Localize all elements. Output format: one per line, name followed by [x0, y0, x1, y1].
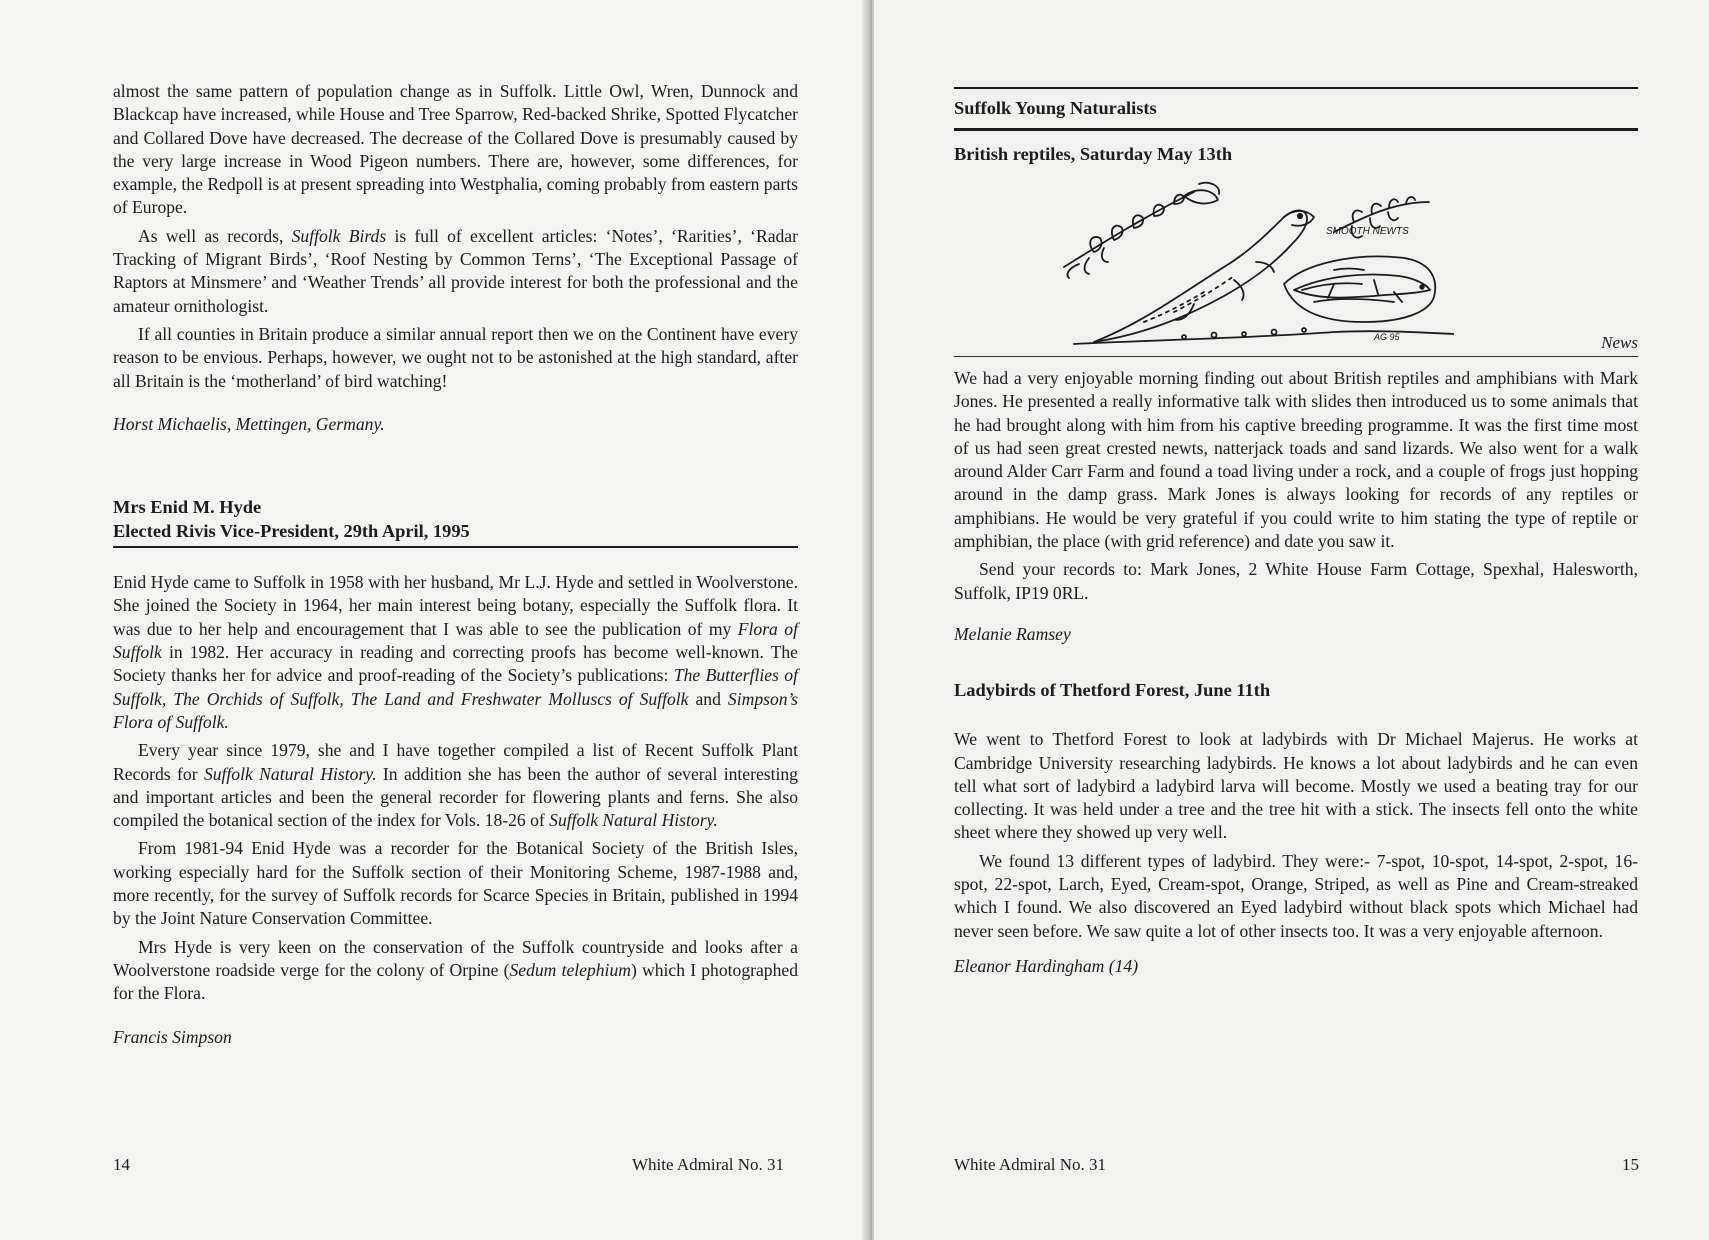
illustration-label: SMOOTH NEWTS: [1326, 226, 1409, 237]
hyde-paragraph-3: From 1981-94 Enid Hyde was a recorder for the Botanical Society of the British Isles, working especially hard for the Suffolk section of their Monitoring Scheme, 1987-1988 and, more recently, for the survey of Suffolk records for Scarce Species in Britain, published in 1994 by the Joint Nature Conservation Committee.: [113, 838, 798, 929]
right-column: [954, 87, 1638, 978]
hyde-paragraph-4: [113, 936, 798, 1006]
ladybirds-paragraph-2: We found 13 different types of ladybird. They were:- 7-spot, 10-spot, 14-spot, 2-spot, 16-spot, 22-spot, Larch, Eyed, Cream-spot, Orange, Striped, as well as Pine and Cream-streaked which I found. We also discovered an Eyed ladybird without black spots which Michael had never seen before. We saw quite a lot of other insects too. It was a very enjoyable afternoon.: [954, 850, 1638, 941]
publication-title: The Butterflies of Suffolk, The Orchids of Suffolk, The Land and Freshwater Molluscs of Suffolk: [113, 665, 798, 709]
reptiles-paragraph-1: We had a very enjoyable morning finding out about British reptiles and amphibians with Mark Jones. He presented a really informative talk with slides then introduced us to some animals that he had brought along with him from his captive breeding programme. It was the first time most of us had seen great crested newts, natterjack toads and sand lizards. We also went for a walk around Alder Carr Farm and found a toad living under a rock, and a couple of frogs just hopping around in the damp grass. Mark Jones is always looking for records of any reptiles or amphibians. He would be very grateful if you could write to him stating the type of reptile or amphibian, the place (with grid reference) and date you saw it.: [954, 368, 1638, 552]
text-run: Every year since 1979, she and I have together compiled a list of Recent Suffolk Plant Records for: [113, 740, 798, 784]
footer-title-right: White Admiral No. 31: [954, 1155, 1107, 1174]
newt-body: [1094, 210, 1307, 342]
section-top-rule: [954, 87, 1638, 89]
ladybirds-paragraph-1: We went to Thetford Forest to look at ladybirds with Dr Michael Majerus. He works at Cambridge University researching ladybirds. He knows a lot about ladybirds and he can even tell what sort of ladybird a ladybird larva will become. Mostly we used a beating tray for our collecting. It was held under a tree and the tree hit with a stick. The insects fell onto the white sheet where they showed up very well.: [954, 729, 1638, 843]
publication-title: Suffolk Birds: [291, 225, 387, 246]
envious-paragraph: If all counties in Britain produce a similar annual report then we on the Continent have every reason to be envious. Perhaps, however, we ought not to be astonished at the high standard, after all Britain is the ‘motherland’ of bird watching!: [113, 323, 798, 391]
signature-ramsey: Melanie Ramsey: [954, 623, 1071, 644]
heading-title: Elected Rivis Vice-President, 29th April, 1995: [113, 521, 470, 542]
hyde-paragraph-1: [113, 571, 798, 734]
section-bottom-rule: [954, 128, 1638, 131]
records-paragraph: [113, 225, 798, 318]
page-number-left: 14: [113, 1155, 130, 1174]
heading-name: Mrs Enid M. Hyde: [113, 497, 262, 518]
publication-title: Flora of Suffolk: [113, 618, 798, 663]
text-run: is full of excellent articles: ‘Notes’, ‘Rarities’, ‘Radar Tracking of Migrant Birds’, ‘Roof Nesting by Common Terns’, ‘The Exceptional Passage of Raptors at Minsmere’ and ‘Weather Trends’ all provide interest for both the professional and the amateur ornithologist.: [113, 225, 798, 316]
section-title: Suffolk Young Naturalists: [954, 98, 1157, 118]
text-run: In addition she has been the author of several interesting and important articles and been the general recorder for flowering plants and ferns. She also compiled the botanical section of the index for Vols. 18-26 of: [113, 763, 798, 831]
subheading-ladybirds: Ladybirds of Thetford Forest, June 11th: [954, 680, 1271, 701]
footer-title-left: White Admiral No. 31: [632, 1155, 785, 1174]
reptiles-paragraph-2: Send your records to: Mark Jones, 2 White House Farm Cottage, Spexhal, Halesworth, Suffolk, IP19 0RL.: [954, 559, 1638, 603]
news-caption: News: [1601, 332, 1638, 352]
signature-hardingham: Eleanor Hardingham (14): [954, 955, 1139, 976]
text-run: in 1982. Her accuracy in reading and correcting proofs has become well-known. The Society thanks her for advice and proof-reading of the Society’s publications:: [113, 642, 798, 686]
illustration-initials: AG 95: [1374, 332, 1400, 342]
signature-michaelis: Horst Michaelis, Mettingen, Germany.: [113, 413, 385, 434]
text-run: ) which I photographed for the Flora.: [113, 959, 798, 1004]
publication-title: Suffolk Natural History.: [549, 810, 718, 831]
page-number-right: 15: [1622, 1155, 1639, 1174]
text-run: Enid Hyde came to Suffolk in 1958 with her husband, Mr L.J. Hyde and settled in Woolverstone. She joined the Society in 1964, her main interest being botany, especially the Suffolk flora. It was due to her help and encouragement that I was able to see the publication of my: [113, 572, 798, 639]
subheading-reptiles: British reptiles, Saturday May 13th: [954, 144, 1233, 164]
news-rule: [954, 356, 1638, 357]
heading-rule: [113, 546, 798, 548]
publication-title: Simpson’s Flora of Suffolk.: [113, 688, 798, 732]
publication-title: Suffolk Natural History.: [203, 763, 377, 784]
species-name: Sedum telephium: [509, 959, 631, 980]
text-run: and: [688, 688, 728, 709]
intro-paragraph: almost the same pattern of population change as in Suffolk. Little Owl, Wren, Dunnock and Blackcap have increased, while House and Tree Sparrow, Red-backed Shrike, Spotted Flycatcher and Collared Dove have decreased. The decrease of the Collared Dove is presumably caused by the very large increase in Wood Pigeon numbers. There are, however, some differences, for example, the Redpoll is at present spreading into Westphalia, coming probably from eastern parts of Europe.: [113, 81, 798, 218]
hyde-paragraph-2: [113, 739, 798, 832]
text-run: Mrs Hyde is very keen on the conservation of the Suffolk countryside and looks after a Woolverstone roadside verge for the colony of Orpine (: [113, 936, 798, 980]
newt-illustration-area: [954, 172, 1638, 350]
signature-simpson: Francis Simpson: [113, 1026, 232, 1047]
newt-illustration: [1034, 172, 1454, 350]
article-heading: [113, 495, 798, 543]
text-run: As well as records,: [138, 225, 292, 246]
left-column: [113, 80, 798, 1049]
